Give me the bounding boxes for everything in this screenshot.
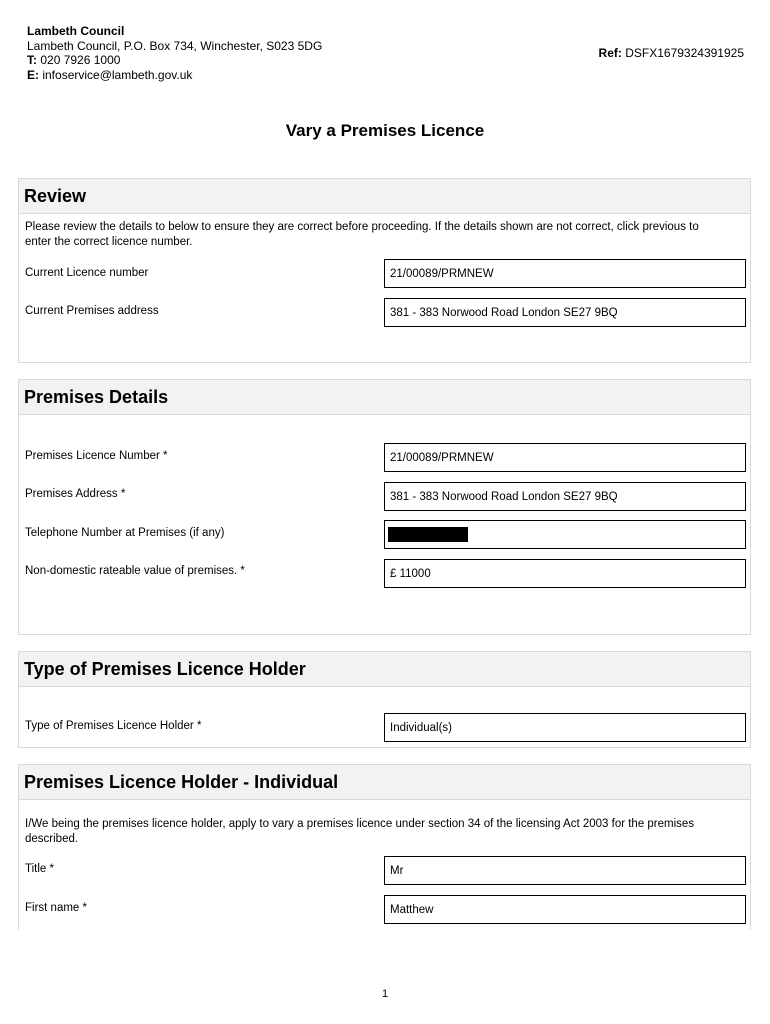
premises-licence-number-label: Premises Licence Number * bbox=[25, 450, 168, 462]
title-field[interactable]: Mr bbox=[384, 856, 746, 885]
rateable-value-label: Non-domestic rateable value of premises. * bbox=[25, 565, 245, 577]
current-premises-address-label: Current Premises address bbox=[25, 305, 159, 317]
holder-type-label: Type of Premises Licence Holder * bbox=[25, 720, 202, 732]
current-premises-address-field[interactable]: 381 - 383 Norwood Road London SE27 9BQ bbox=[384, 298, 746, 327]
current-licence-number-label: Current Licence number bbox=[25, 267, 149, 279]
premises-details-section bbox=[18, 379, 751, 635]
premises-address-label: Premises Address * bbox=[25, 488, 126, 500]
phone-number: 020 7926 1000 bbox=[40, 53, 121, 67]
first-name-label: First name * bbox=[25, 902, 87, 914]
ref-value: DSFX1679324391925 bbox=[625, 46, 744, 60]
review-section bbox=[18, 178, 751, 363]
ref-label: Ref: bbox=[598, 46, 622, 60]
reference bbox=[599, 46, 744, 60]
review-intro: Please review the details to below to ensure they are correct before proceeding. If the details shown are not correct, click previous to enter the correct licence number. bbox=[25, 221, 699, 248]
premises-licence-number-field[interactable]: 21/00089/PRMNEW bbox=[384, 443, 746, 472]
holder-individual-heading: Premises Licence Holder - Individual bbox=[19, 765, 750, 800]
title-label: Title * bbox=[25, 863, 54, 875]
org-address: Lambeth Council, P.O. Box 734, Winchester, S023 5DG bbox=[27, 38, 323, 53]
premises-telephone-field[interactable] bbox=[384, 520, 746, 549]
page-title: Vary a Premises Licence bbox=[285, 121, 485, 140]
holder-individual-intro: I/We being the premises licence holder, apply to vary a premises licence under section 34 of the licensing Act 2003 for the premises described. bbox=[25, 818, 695, 845]
holder-individual-section bbox=[18, 764, 751, 930]
redaction-block bbox=[388, 527, 468, 542]
premises-address-field[interactable]: 381 - 383 Norwood Road London SE27 9BQ bbox=[384, 482, 746, 511]
review-heading: Review bbox=[19, 179, 750, 214]
holder-type-heading: Type of Premises Licence Holder bbox=[19, 652, 750, 687]
council-header bbox=[27, 24, 322, 82]
current-licence-number-field[interactable]: 21/00089/PRMNEW bbox=[384, 259, 746, 288]
holder-type-section bbox=[18, 651, 751, 748]
first-name-field[interactable]: Matthew bbox=[384, 895, 746, 924]
phone-label: T: bbox=[27, 53, 37, 67]
rateable-value-field[interactable]: £ 11000 bbox=[384, 559, 746, 588]
org-name: Lambeth Council bbox=[27, 24, 125, 38]
premises-telephone-label: Telephone Number at Premises (if any) bbox=[25, 527, 225, 539]
email-label: E: bbox=[27, 67, 39, 82]
holder-type-field[interactable]: Individual(s) bbox=[384, 713, 746, 742]
premises-details-heading: Premises Details bbox=[19, 380, 750, 415]
page-number: 1 bbox=[381, 988, 389, 1000]
email-address: infoservice@lambeth.gov.uk bbox=[42, 67, 193, 82]
